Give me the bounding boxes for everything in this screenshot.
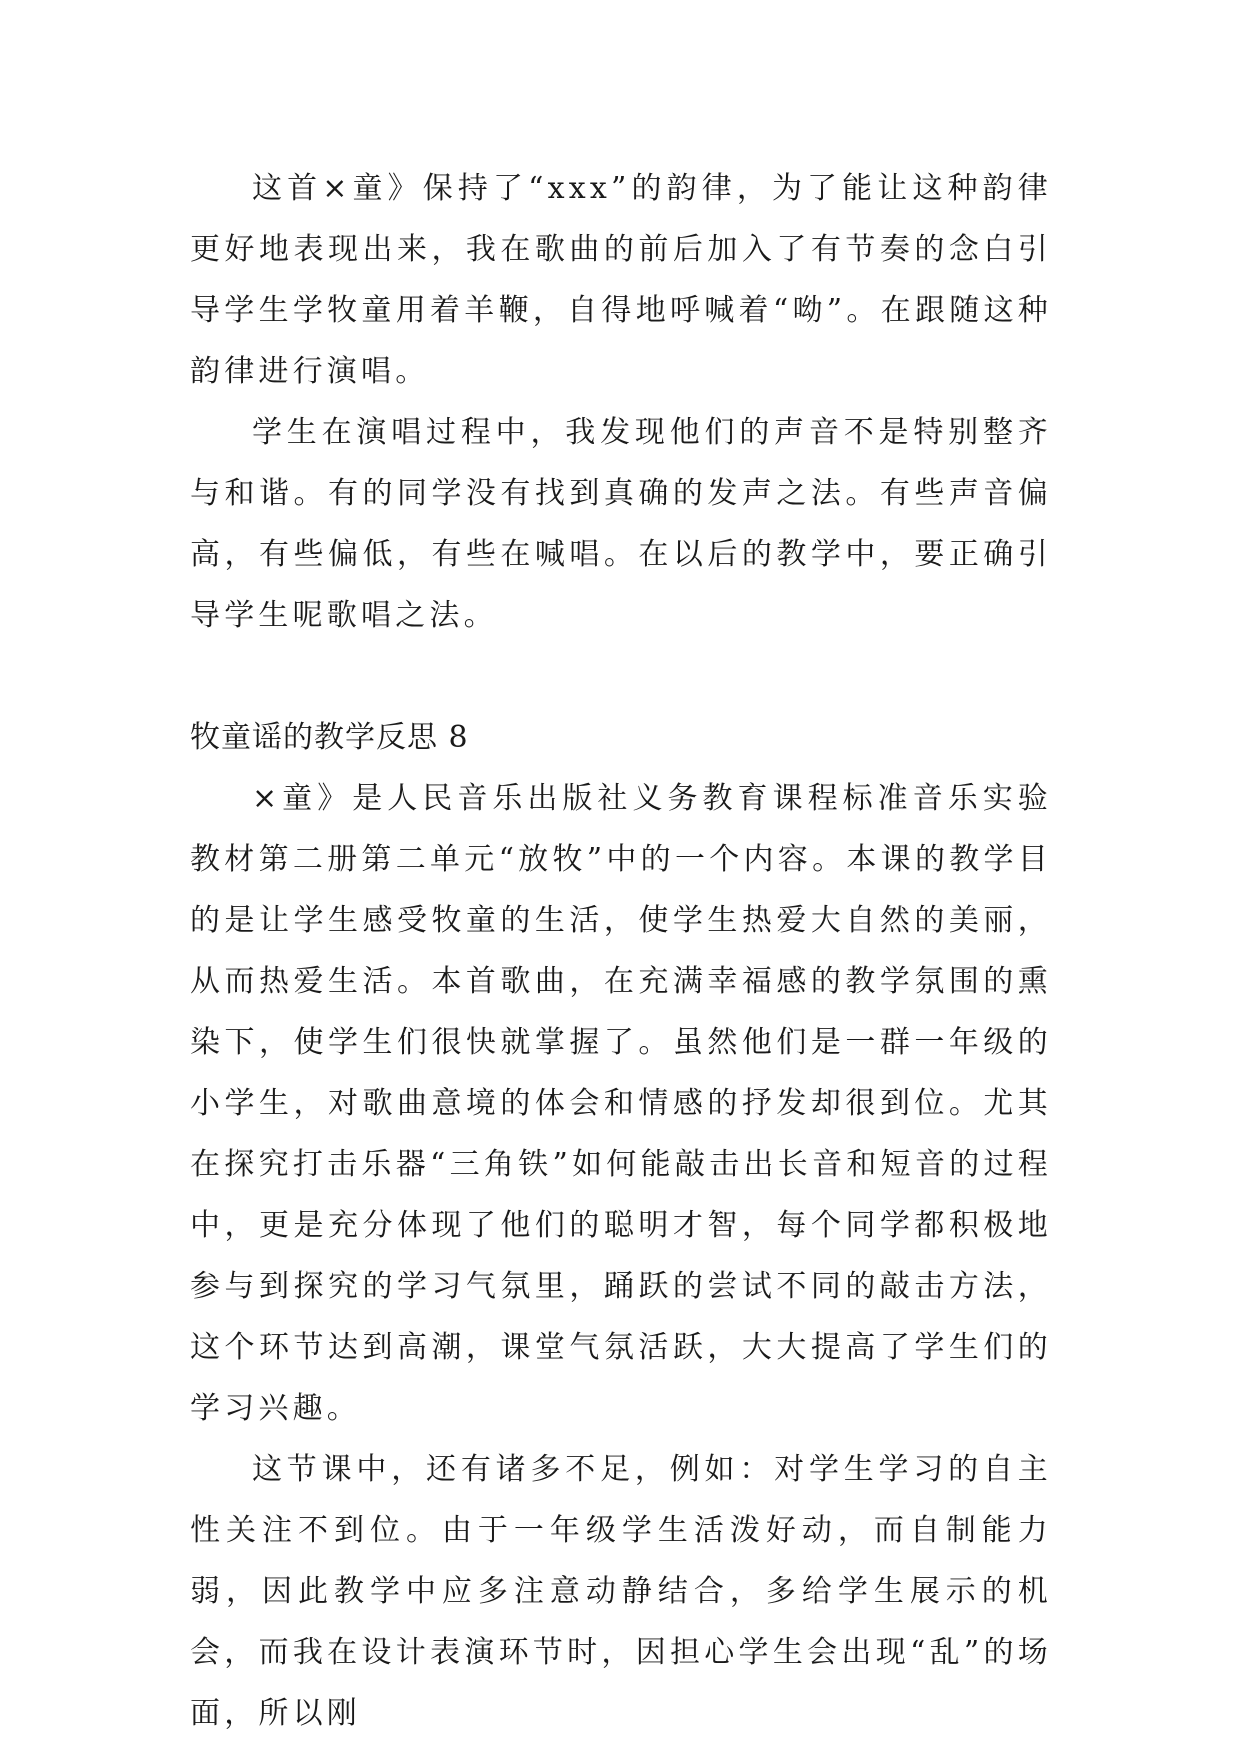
paragraph: 学生在演唱过程中，我发现他们的声音不是特别整齐与和谐。有的同学没有找到真确的发声之法。有些声音偏高，有些偏低，有些在喊唱。在以后的教学中，要正确引导学生呢歌唱之法。 — [190, 415, 1052, 633]
paragraph: 这首×童》保持了“xxx”的韵律，为了能让这种韵律更好地表现出来，我在歌曲的前后加入了有节奏的念白引导学生学牧童用着羊鞭，自得地呼喊着“呦”。在跟随这种韵律进行演唱。 — [190, 171, 1052, 389]
document-page — [190, 158, 1052, 1744]
section-spacer — [190, 646, 1052, 707]
paragraph: 这节课中，还有诸多不足，例如：对学生学习的自主性关注不到位。由于一年级学生活泼好动，而自制能力弱，因此教学中应多注意动静结合，多给学生展示的机会，而我在设计表演环节时，因担心学生会出现“乱”的场面，所以刚 — [190, 1452, 1052, 1731]
section-heading: 牧童谣的教学反思 8 — [190, 720, 469, 755]
paragraph: ×童》是人民音乐出版社义务教育课程标准音乐实验教材第二册第二单元“放牧”中的一个内容。本课的教学目的是让学生感受牧童的生活，使学生热爱大自然的美丽，从而热爱生活。本首歌曲，在充满幸福感的教学氛围的熏染下，使学生们很快就掌握了。虽然他们是一群一年级的小学生，对歌曲意境的体会和情感的抒发却很到位。尤其在探究打击乐器“三角铁”如何能敲击出长音和短音的过程中，更是充分体现了他们的聪明才智，每个同学都积极地参与到探究的学习气氛里，踊跃的尝试不同的敲击方法，这个环节达到高潮，课堂气氛活跃，大大提高了学生们的学习兴趣。 — [190, 781, 1052, 1426]
